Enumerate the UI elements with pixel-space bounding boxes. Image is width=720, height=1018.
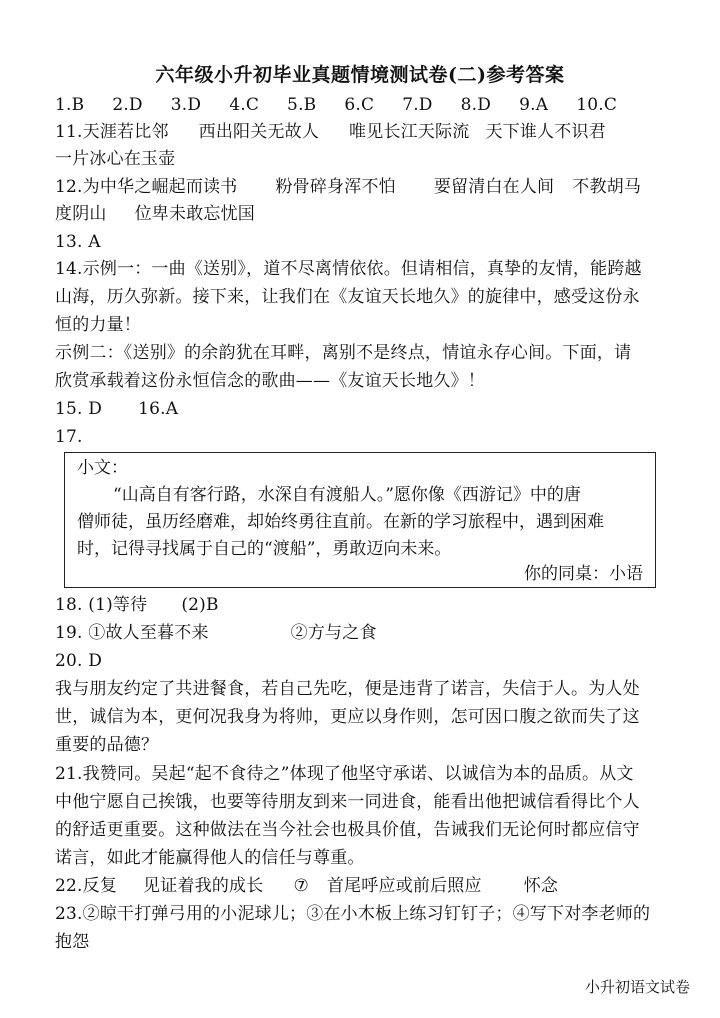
answer-12-item: 位卑未敢忘忧国 [134,204,256,224]
letter-line: 僧师徒，虽历经磨难，却始终勇往直前。在新的学习旅程中，遇到困难 [77,512,604,532]
answer-19 [55,622,675,644]
answer-9: 9.A [519,95,549,115]
answer-22 [55,875,675,897]
answer-12 [55,176,675,198]
answer-11-continued: 一片冰心在玉壶 [55,149,176,169]
answer-12-continued [55,203,675,225]
answer-13: 13. A [55,232,101,252]
answer-19-part: 19. ①故人至暮不来 [55,623,209,643]
answer-12-label: 12. [55,177,83,197]
answer-11-label: 11. [55,122,83,142]
answer-14-line: 欣赏承载着这份永恒信念的歌曲——《友谊天长地久》！ [55,371,485,391]
answer-16: 16.A [138,399,179,419]
answer-20-label: 20. D [55,651,103,671]
answer-11-item: 唯见长江天际流 [349,122,470,142]
answers-1-10 [55,94,675,116]
answer-6: 6.C [344,95,375,115]
answer-18-part: (2)B [181,595,219,615]
answer-22-part: 怀念 [523,876,559,896]
answer-20-line: 重要的品德？ [55,735,159,755]
answer-4: 4.C [229,95,260,115]
answer-19-part: ②方与之食 [290,623,377,643]
answer-14-line: 恒的力量！ [55,315,141,335]
answer-14-line: 示例二：《送别》的余韵犹在耳畔，离别不是终点，情谊永存心间。下面，请 [55,343,632,363]
answer-3: 3.D [170,95,202,115]
answer-7: 7.D [402,95,433,115]
answer-12-item: 不教胡马 [572,177,642,197]
letter-line: “山高自有客行路，水深自有渡船人。”愿你像《西游记》中的唐 [113,485,581,505]
page-footer: 小升初语文试卷 [584,978,690,996]
answers-15-16 [55,398,675,420]
answer-22-part: ⑦ [293,876,309,896]
answer-22-part: 见证着我的成长 [143,876,264,896]
answer-11-item: 天涯若比邻 [82,122,169,142]
answer-23-line: 抱怨 [55,932,90,952]
letter-box [64,452,656,588]
letter-signature: 你的同桌：小语 [524,564,643,584]
answer-15: 15. D [55,399,103,419]
page-title: 六年级小升初毕业真题情境测试卷(二)参考答案 [155,64,565,86]
letter-salutation: 小文： [77,458,128,478]
answer-20-line: 世，诚信为本，更何况我身为将帅，更应以身作则，怎可因口腹之欲而失了这 [55,707,640,727]
answer-23-line: 23.②晾干打弹弓用的小泥球儿；③在小木板上练习钉钉子；④写下对李老师的 [55,904,651,924]
answer-11-item: 天下谁人不识君 [485,122,606,142]
answer-14-line: 14.示例一：一曲《送别》，道不尽离情依依。但请相信，真挚的友情，能跨越 [55,259,642,279]
answer-21-line: 中他宁愿自己挨饿，也要等待朋友到来一同进食，能看出他把诚信看得比个人 [55,792,640,812]
answer-22-part: 22.反复 [55,876,118,896]
answer-18-part: 18. (1)等待 [55,595,148,615]
answer-12-item: 度阴山 [55,204,107,224]
answer-14-line: 山海，历久弥新。接下来，让我们在《友谊天长地久》的旋律中，感受这份永 [55,287,640,307]
answer-20-line: 我与朋友约定了共进餐食，若自己先吃，便是违背了诺言，失信于人。为人处 [55,679,640,699]
answer-17-label: 17. [55,427,83,447]
answer-21-line: 诺言，如此才能赢得他人的信任与尊重。 [55,848,365,868]
answer-22-part: 首尾呼应或前后照应 [326,876,482,896]
answer-11 [55,121,675,143]
answer-12-item: 要留清白在人间 [433,177,555,197]
answer-11-item: 西出阳关无故人 [198,122,320,142]
letter-line: 时，记得寻找属于自己的“渡船”，勇敢迈向未来。 [77,539,452,559]
answer-5: 5.B [287,95,317,115]
answer-21-line: 的舒适更重要。这种做法在当今社会也极具价值，告诫我们无论何时都应信守 [55,820,640,840]
answer-8: 8.D [460,95,492,115]
answer-10: 10.C [576,95,618,115]
answer-21-line: 21.我赞同。吴起“起不食待之”体现了他坚守承诺、以诚信为本的品质。从文 [55,764,634,784]
answer-12-item: 为中华之崛起而读书 [82,177,238,197]
answer-1: 1.B [55,95,85,115]
answer-12-item: 粉骨碎身浑不怕 [275,177,396,197]
answer-2: 2.D [112,95,143,115]
answer-18 [55,594,675,616]
